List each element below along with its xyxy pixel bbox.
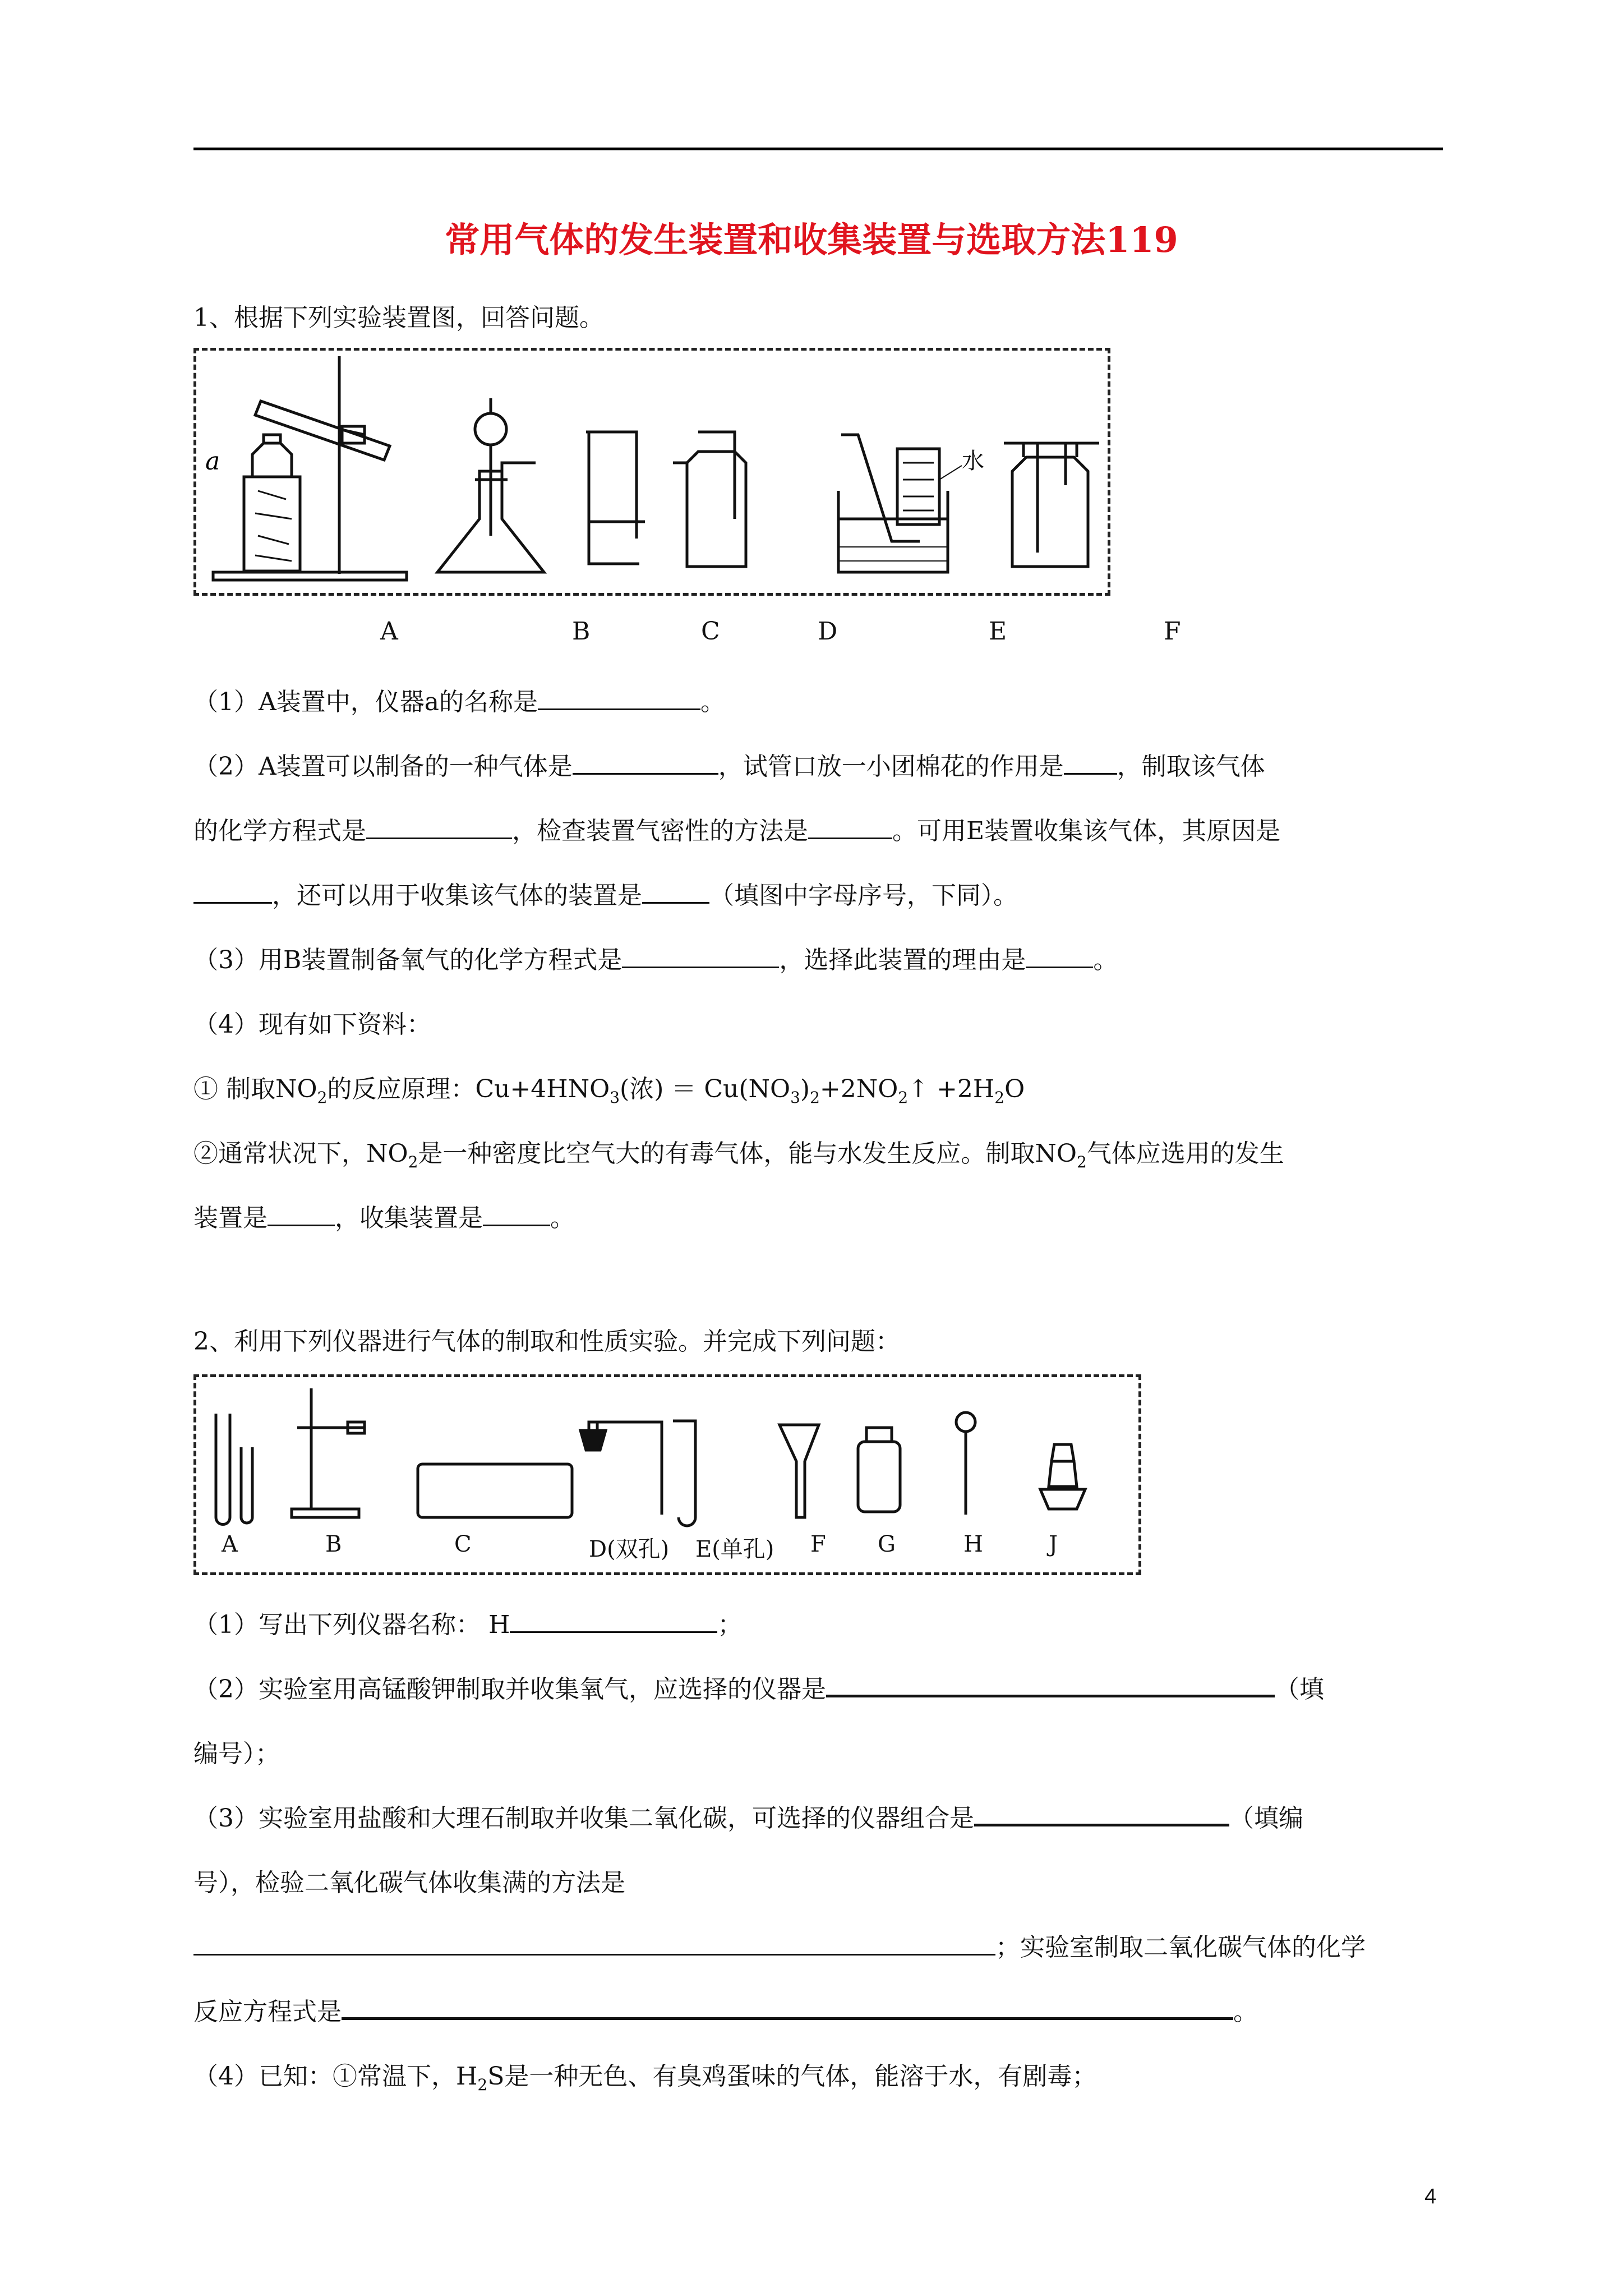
q1-label-f: F [1164, 617, 1181, 646]
q1-answer-blank[interactable] [622, 967, 779, 968]
q2-label-h: H [963, 1531, 983, 1557]
q1-info2-line2: 装置是 ，收集装置是 。 [193, 1204, 575, 1232]
q1-apparatus-figure [193, 348, 1110, 596]
q2-part3-line1: （3）实验室用盐酸和大理石制取并收集二氧化碳，可选择的仪器组合是 （填编 [193, 1804, 1303, 1833]
q1-answer-blank[interactable] [193, 902, 272, 904]
q2-label-b: B [325, 1531, 342, 1557]
q1-apparatus-drawing [196, 351, 1108, 593]
q1-answer-blank[interactable] [808, 838, 892, 839]
q2-answer-blank[interactable] [826, 1695, 1275, 1697]
q2-label-f: F [810, 1531, 826, 1557]
q2-answer-blank[interactable] [974, 1824, 1229, 1826]
q2-label-j: J [1049, 1531, 1058, 1557]
q1-answer-blank[interactable] [642, 902, 709, 904]
q1-label-b: B [572, 617, 591, 646]
q2-part4: （4）已知：①常温下，$H_2S$是一种无色、有臭鸡蛋味的气体，能溶于水，有剧毒； [193, 2062, 1097, 2094]
q2-part3-line3: ；实验室制取二氧化碳气体的化学 [193, 1927, 1366, 1963]
q2-part2-line2: 编号）； [193, 1740, 280, 1768]
q2-answer-blank[interactable] [342, 2017, 1233, 2020]
q1-part3: （3）用B装置制备氧气的化学方程式是 ，选择此装置的理由是 。 [193, 946, 1118, 974]
q2-part2-line1: （2）实验室用高锰酸钾制取并收集氧气，应选择的仪器是 （填 [193, 1675, 1324, 1704]
q2-label-a: A [222, 1531, 238, 1557]
q2-answer-blank[interactable] [510, 1631, 717, 1633]
page-number: 4 [1424, 2185, 1437, 2208]
q1-label-d: D [818, 617, 838, 646]
q1-part1: （1）A装置中，仪器a的名称是 。 [193, 688, 726, 716]
q1-answer-blank[interactable] [538, 708, 700, 710]
q1-part4: （4）现有如下资料： [193, 1010, 431, 1039]
q2-part3-line4: 反应方程式是 。 [193, 1998, 1258, 2026]
q2-label-g: G [878, 1531, 896, 1557]
q1-label-c: C [701, 617, 720, 646]
q2-label-e: E(单孔) [695, 1536, 774, 1562]
q1-info2-line1: ②通常状况下，$NO_2$是一种密度比空气大的有毒气体，能与水发生反应。制取$NO_2$气体应选用的发生 [193, 1139, 1284, 1171]
q1-part2-line2: 的化学方程式是 ，检查装置气密性的方法是 。可用E装置收集该气体，其原因是 [193, 817, 1281, 845]
q1-label-e: E [989, 617, 1007, 646]
q1-part2-line1: （2）A装置可以制备的一种气体是 ，试管口放一小团棉花的作用是 ，制取该气体 [193, 752, 1265, 781]
q2-part1: （1）写出下列仪器名称： H ； [193, 1611, 743, 1639]
q2-label-c: C [454, 1531, 472, 1557]
q1-answer-blank[interactable] [1026, 967, 1093, 968]
q1-label-a: A [380, 617, 398, 646]
q1-part2-line3: ，还可以用于收集该气体的装置是 （填图中字母序号，下同）。 [193, 875, 1018, 911]
q1-answer-blank[interactable] [483, 1225, 550, 1226]
q1-figure-a-label: a [205, 447, 220, 476]
q1-stem: 1、根据下列实验装置图，回答问题。 [193, 303, 604, 332]
q1-answer-blank[interactable] [1064, 773, 1117, 775]
q2-label-d: D(双孔) [589, 1536, 670, 1562]
q1-answer-blank[interactable] [366, 838, 512, 839]
q2-answer-blank[interactable] [193, 1954, 995, 1955]
header-rule [193, 148, 1443, 150]
q1-figure-water-label: 水 [962, 448, 984, 474]
q2-part3-line2: 号），检验二氧化碳气体收集满的方法是 [193, 1869, 625, 1897]
page-title: 常用气体的发生装置和收集装置与选取方法119 [445, 219, 1178, 260]
q1-answer-blank[interactable] [573, 773, 718, 775]
q1-info1: ① 制取$NO_2$的反应原理：$Cu+4HNO_3$(浓) ＝ $Cu(NO_3)_2+2NO_2↑ +2H_2O$ [193, 1075, 1025, 1107]
q2-stem: 2、利用下列仪器进行气体的制取和性质实验。并完成下列问题： [193, 1327, 900, 1356]
q1-answer-blank[interactable] [268, 1225, 335, 1226]
